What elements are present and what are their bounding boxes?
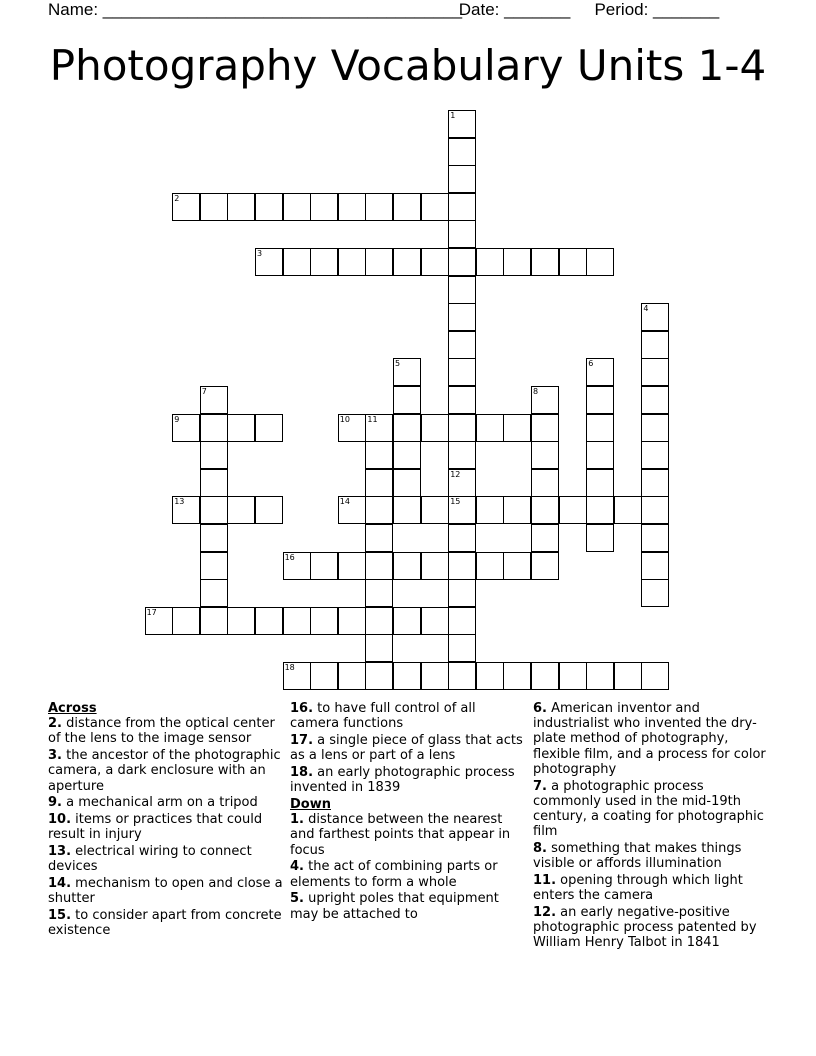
crossword-cell[interactable] <box>393 386 421 414</box>
crossword-cell[interactable] <box>200 579 228 607</box>
crossword-cell[interactable] <box>393 469 421 497</box>
clue-number-label: 2 <box>174 193 180 203</box>
crossword-cell[interactable] <box>503 248 531 276</box>
across-heading: Across <box>48 701 97 716</box>
crossword-cell[interactable] <box>145 607 173 635</box>
crossword-cell[interactable] <box>365 248 393 276</box>
clue-number-label: 6 <box>588 359 594 369</box>
crossword-cell[interactable] <box>365 524 393 552</box>
crossword-cell[interactable] <box>641 662 669 690</box>
crossword-cell[interactable] <box>448 110 476 138</box>
crossword-cell[interactable] <box>448 524 476 552</box>
crossword-cell[interactable] <box>200 524 228 552</box>
crossword-cell[interactable] <box>172 607 200 635</box>
crossword-cell[interactable] <box>393 248 421 276</box>
crossword-cell[interactable] <box>393 662 421 690</box>
crossword-cell[interactable] <box>448 220 476 248</box>
crossword-cell[interactable] <box>476 496 504 524</box>
clue-across-18: 18. an early photographic process invented in 1839 <box>290 765 515 796</box>
crossword-cell[interactable] <box>365 441 393 469</box>
crossword-cell[interactable] <box>503 662 531 690</box>
crossword-cell[interactable] <box>310 662 338 690</box>
crossword-cell[interactable] <box>310 607 338 635</box>
date-field-label: Date: _______ <box>458 0 571 19</box>
crossword-cell[interactable] <box>503 496 531 524</box>
crossword-cell[interactable] <box>283 193 311 221</box>
clues-column-3 <box>533 701 769 952</box>
crossword-cell[interactable] <box>503 552 531 580</box>
crossword-cell[interactable] <box>448 248 476 276</box>
crossword-cell[interactable] <box>338 193 366 221</box>
clue-number-label: 13 <box>174 497 185 507</box>
crossword-cell[interactable] <box>448 386 476 414</box>
crossword-cell[interactable] <box>338 414 366 442</box>
crossword-cell[interactable] <box>476 552 504 580</box>
crossword-cell[interactable] <box>448 496 476 524</box>
crossword-cell[interactable] <box>531 441 559 469</box>
crossword-cell[interactable] <box>227 607 255 635</box>
crossword-cell[interactable] <box>393 193 421 221</box>
clue-number-label: 3 <box>257 249 263 258</box>
clue-across-2: 2. distance from the optical center of the lens to the image sensor <box>48 716 275 747</box>
crossword-cell[interactable] <box>641 524 669 552</box>
crossword-cell[interactable] <box>200 441 228 469</box>
crossword-cell[interactable] <box>559 496 587 524</box>
crossword-cell[interactable] <box>641 579 669 607</box>
crossword-cell[interactable] <box>448 441 476 469</box>
crossword-cell[interactable] <box>448 552 476 580</box>
crossword-cell[interactable] <box>338 552 366 580</box>
crossword-cell[interactable] <box>586 386 614 414</box>
crossword-cell[interactable] <box>559 248 587 276</box>
crossword-cell[interactable] <box>448 662 476 690</box>
clue-across-3: 3. the ancestor of the photographic camera, a dark enclosure with an aperture <box>48 748 281 794</box>
clue-number-label: 17 <box>146 607 157 617</box>
crossword-cell[interactable] <box>172 193 200 221</box>
crossword-cell[interactable] <box>310 248 338 276</box>
clue-number-label: 18 <box>284 663 295 672</box>
clue-across-14: 14. mechanism to open and close a shutter <box>48 876 283 907</box>
crossword-cell[interactable] <box>448 303 476 331</box>
crossword-cell[interactable] <box>200 193 228 221</box>
crossword-cell[interactable] <box>310 193 338 221</box>
crossword-cell[interactable] <box>283 662 311 690</box>
crossword-cell[interactable] <box>586 441 614 469</box>
crossword-cell[interactable] <box>421 248 449 276</box>
clue-number-label: 10 <box>339 414 350 424</box>
crossword-cell[interactable] <box>365 579 393 607</box>
period-field-label: Period: _______ <box>594 0 720 19</box>
crossword-cell[interactable] <box>641 552 669 580</box>
crossword-cell[interactable] <box>255 607 283 635</box>
clue-across-16: 16. to have full control of all camera functions <box>290 701 476 732</box>
crossword-cell[interactable] <box>641 331 669 359</box>
crossword-cell[interactable] <box>531 386 559 414</box>
crossword-cell[interactable] <box>393 607 421 635</box>
crossword-cell[interactable] <box>283 552 311 580</box>
crossword-cell[interactable] <box>421 662 449 690</box>
crossword-cell[interactable] <box>393 414 421 442</box>
crossword-cell[interactable] <box>503 414 531 442</box>
crossword-cell[interactable] <box>476 248 504 276</box>
crossword-cell[interactable] <box>641 496 669 524</box>
crossword-cell[interactable] <box>586 469 614 497</box>
crossword-cell[interactable] <box>448 469 476 497</box>
crossword-cell[interactable] <box>421 193 449 221</box>
crossword-cell[interactable] <box>338 607 366 635</box>
clue-down-5: 5. upright poles that equipment may be attached to <box>290 891 499 922</box>
crossword-cell[interactable] <box>255 414 283 442</box>
clue-number-label: 8 <box>533 387 539 396</box>
crossword-cell[interactable] <box>641 469 669 497</box>
clue-down-4: 4. the act of combining parts or elements to form a whole <box>290 859 498 890</box>
crossword-cell[interactable] <box>586 358 614 386</box>
crossword-cell[interactable] <box>172 496 200 524</box>
crossword-cell[interactable] <box>448 165 476 193</box>
crossword-cell[interactable] <box>586 414 614 442</box>
crossword-cell[interactable] <box>531 496 559 524</box>
name-field-label: Name: ______________________________________ <box>48 0 463 19</box>
crossword-cell[interactable] <box>393 358 421 386</box>
crossword-cell[interactable] <box>448 634 476 662</box>
clue-number-label: 4 <box>643 304 649 314</box>
crossword-cell[interactable] <box>641 386 669 414</box>
crossword-cell[interactable] <box>310 552 338 580</box>
crossword-cell[interactable] <box>448 193 476 221</box>
clue-number-label: 11 <box>367 414 378 424</box>
clue-down-12: 12. an early negative-positive photographic process patented by William Henry Talbot in 1841 <box>533 905 757 951</box>
crossword-cell[interactable] <box>421 496 449 524</box>
crossword-cell[interactable] <box>200 552 228 580</box>
crossword-cell[interactable] <box>559 662 587 690</box>
clue-number-label: 1 <box>450 111 456 120</box>
crossword-cell[interactable] <box>172 414 200 442</box>
crossword-cell[interactable] <box>586 524 614 552</box>
clue-down-7: 7. a photographic process commonly used in the mid-19th century, a coating for photographic film <box>533 778 764 840</box>
crossword-cell[interactable] <box>255 248 283 276</box>
crossword-cell[interactable] <box>448 414 476 442</box>
crossword-cell[interactable] <box>283 607 311 635</box>
crossword-cell[interactable] <box>531 248 559 276</box>
crossword-cell[interactable] <box>614 662 642 690</box>
crossword-cell[interactable] <box>448 331 476 359</box>
crossword-cell[interactable] <box>448 579 476 607</box>
crossword-cell[interactable] <box>393 496 421 524</box>
clue-number-label: 14 <box>339 497 350 507</box>
crossword-cell[interactable] <box>393 552 421 580</box>
clue-across-10: 10. items or practices that could result in injury <box>48 812 263 843</box>
clues-column-1 <box>48 701 284 940</box>
crossword-cell[interactable] <box>531 552 559 580</box>
clue-number-label: 12 <box>450 469 461 479</box>
crossword-cell[interactable] <box>641 358 669 386</box>
crossword-cell[interactable] <box>586 662 614 690</box>
clue-across-17: 17. a single piece of glass that acts as a lens or part of a lens <box>290 733 523 764</box>
crossword-cell[interactable] <box>255 193 283 221</box>
clue-down-11: 11. opening through which light enters the camera <box>533 873 743 904</box>
crossword-cell[interactable] <box>421 607 449 635</box>
crossword-cell[interactable] <box>227 496 255 524</box>
crossword-cell[interactable] <box>365 414 393 442</box>
crossword-cell[interactable] <box>641 414 669 442</box>
crossword-cell[interactable] <box>338 662 366 690</box>
clue-number-label: 5 <box>395 359 401 369</box>
crossword-cell[interactable] <box>393 441 421 469</box>
crossword-cell[interactable] <box>200 386 228 414</box>
crossword-cell[interactable] <box>421 552 449 580</box>
crossword-cell[interactable] <box>365 552 393 580</box>
crossword-cell[interactable] <box>448 358 476 386</box>
crossword-cell[interactable] <box>531 414 559 442</box>
crossword-cell[interactable] <box>365 193 393 221</box>
clue-number-label: 9 <box>174 414 180 424</box>
crossword-cell[interactable] <box>421 414 449 442</box>
crossword-cell[interactable] <box>448 276 476 304</box>
crossword-cell[interactable] <box>200 469 228 497</box>
crossword-cell[interactable] <box>448 138 476 166</box>
crossword-cell[interactable] <box>200 496 228 524</box>
crossword-cell[interactable] <box>531 662 559 690</box>
down-heading: Down <box>290 797 331 812</box>
crossword-cell[interactable] <box>614 496 642 524</box>
crossword-cell[interactable] <box>227 193 255 221</box>
clue-across-9: 9. a mechanical arm on a tripod <box>48 795 258 811</box>
crossword-cell[interactable] <box>531 469 559 497</box>
crossword-cell[interactable] <box>255 496 283 524</box>
crossword-cell[interactable] <box>476 414 504 442</box>
crossword-cell[interactable] <box>586 496 614 524</box>
crossword-cell[interactable] <box>365 662 393 690</box>
crossword-cell[interactable] <box>641 441 669 469</box>
crossword-cell[interactable] <box>531 524 559 552</box>
crossword-cell[interactable] <box>200 414 228 442</box>
crossword-cell[interactable] <box>338 496 366 524</box>
crossword-cell[interactable] <box>641 303 669 331</box>
clue-number-label: 16 <box>284 552 295 562</box>
crossword-cell[interactable] <box>586 248 614 276</box>
crossword-cell[interactable] <box>365 634 393 662</box>
clue-down-1: 1. distance between the nearest and farthest points that appear in focus <box>290 812 511 858</box>
crossword-cell[interactable] <box>448 607 476 635</box>
crossword-cell[interactable] <box>365 469 393 497</box>
crossword-cell[interactable] <box>365 607 393 635</box>
clue-across-15: 15. to consider apart from concrete existence <box>48 908 282 939</box>
page-title: Photography Vocabulary Units 1-4 <box>49 41 767 90</box>
crossword-cell[interactable] <box>200 607 228 635</box>
clue-number-label: 7 <box>201 387 207 396</box>
crossword-cell[interactable] <box>365 496 393 524</box>
crossword-cell[interactable] <box>283 248 311 276</box>
clues-column-2 <box>290 701 526 923</box>
clue-across-13: 13. electrical wiring to connect devices <box>48 844 252 875</box>
clue-number-label: 15 <box>450 497 461 507</box>
crossword-cell[interactable] <box>338 248 366 276</box>
crossword-cell[interactable] <box>227 414 255 442</box>
clue-down-8: 8. something that makes things visible or affords illumination <box>533 841 742 872</box>
crossword-cell[interactable] <box>476 662 504 690</box>
clue-down-6: 6. American inventor and industrialist who invented the dry-plate method of photography, flexible film, and a process for color photography <box>533 701 766 777</box>
